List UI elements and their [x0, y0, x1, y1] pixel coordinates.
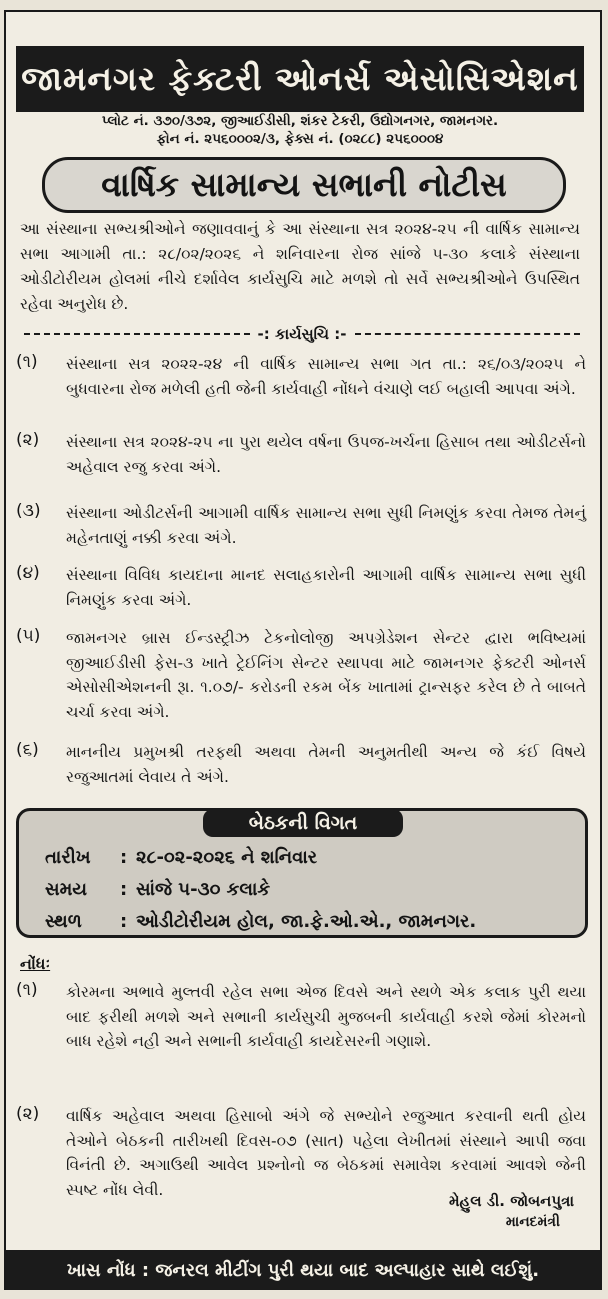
- agenda-item-number: (૩): [16, 501, 41, 521]
- agenda-item-number: (૪): [16, 563, 40, 583]
- agenda-item-number: (૧): [16, 352, 38, 372]
- agenda-item: [16, 430, 586, 479]
- note-item: [16, 980, 586, 1054]
- meeting-details-title: બેઠકની વિગત: [203, 809, 403, 837]
- meeting-venue-label: સ્થળ: [45, 910, 82, 932]
- meeting-time-value: સાંજે ૫-૩૦ કલાકે: [136, 878, 271, 900]
- agenda-item-text: સંસ્થાના ઓડીટર્સની આગામી વાર્ષિક સામાન્ય સભા સુધી નિમણુંક કરવા તેમજ તેમનું મહેનતાણું નક્કી કરવા અંગે.: [66, 504, 586, 547]
- note-item-text: કોરમના અભાવે મુલ્તવી રહેલ સભા એજ દિવસે અને સ્થળે એક કલાક પુરી થયા બાદ ફરીથી મળશે અને સભાની કાર્યસુચી મુજબની કાર્યવાહી કરશે જેમાં કોરમનો બાધ રહેશે નહી અને સભાની કાર્યવાહી કાયદેસરની ગણાશે.: [66, 983, 586, 1050]
- note-item: [16, 1104, 586, 1202]
- note-item-number: (૧): [16, 980, 38, 1000]
- footer-special-note: ખાસ નોંધ : જનરલ મીટીંગ પુરી થયા બાદ અલ્પાહાર સાથે લઈશું.: [6, 1250, 600, 1290]
- contact-line: ફોન નં. ૨૫૬૦૦૦૨/૩, ફેક્સ નં. (૦૨૮૮) ૨૫૬૦૦૦૪: [156, 131, 444, 147]
- agenda-heading-row: [16, 323, 588, 345]
- agenda-heading: -: કાર્યસુચિ :-: [257, 325, 347, 343]
- dashed-divider: [24, 333, 250, 335]
- note-item-text: વાર્ષિક અહેવાલ અથવા હિસાબો અંગે જે સભ્યોને રજુઆત કરવાની થતી હોય તેઓને બેઠકની તારીખથી દિવસ-૦૭ (સાત) પહેલા લેખીતમાં સંસ્થાને આપી જવા વિનંતી છે. અગાઉથી આવેલ પ્રશ્નોનો જ બેઠકમાં સમાવેશ કરવામાં આવશે જેની સ્પષ્ટ નોંધ લેવી.: [66, 1107, 586, 1199]
- signatory-designation: માનદમંત્રી: [505, 1214, 560, 1230]
- meeting-venue-value: ઓડીટોરીયમ હોલ, જા.ફે.ઓ.એ., જામનગર.: [136, 910, 477, 932]
- meeting-details-box: [16, 808, 588, 938]
- address-line: પ્લોટ નં. ૩૭૦/૩૭૨, જીઆઈડીસી, શંકર ટેકરી, ઉદ્યોગનગર, જામનગર.: [101, 113, 499, 129]
- signatory-name: મેહુલ ડી. જોબનપુત્રા: [448, 1192, 574, 1210]
- agenda-item-text: માનનીય પ્રમુખશ્રી તરફથી અથવા તેમની અનુમતીથી અન્ય જે કંઈ વિષયે રજુઆતમાં લેવાય તે અંગે.: [66, 743, 586, 786]
- agenda-item-text: સંસ્થાના સત્ર ૨૦૨૨-૨૪ ની વાર્ષિક સામાન્ય સભા ગત તા.: ૨૬/૦૩/૨૦૨૫ ને બુધવારના રોજ મળેલી હતી જેની કાર્યવાહી નોંધને વંચાણે લઈ બહાલી આપવા અંગે.: [66, 355, 586, 398]
- agenda-item: [16, 626, 586, 724]
- separator-colon: :: [120, 910, 128, 932]
- agenda-item-text: જામનગર બ્રાસ ઈન્ડસ્ટ્રીઝ ટેકનોલોજી અપગ્રેડેશન સેન્ટર દ્વારા ભવિષ્યમાં જીઆઈડીસી ફેસ-૩ ખાતે ટ્રેઈનિંગ સેન્ટર સ્થાપવા માટે જામનગર ફેક્ટરી ઓનર્સ એસોસીએશનની રૂા. ૧.૦૭/- કરોડની રકમ બેંક ખાતામાં ટ્રાન્સફર કરેલ છે તે બાબતે ચર્ચા કરવા અંગે.: [66, 629, 586, 721]
- notice-title: વાર્ષિક સામાન્ય સભાની નોટીસ: [42, 157, 566, 213]
- note-item-number: (૨): [16, 1104, 40, 1124]
- agenda-item: [16, 563, 586, 612]
- separator-colon: :: [120, 846, 128, 868]
- agenda-item: [16, 352, 586, 401]
- notes-heading: નોંધઃ: [20, 954, 51, 973]
- agenda-item-text: સંસ્થાના સત્ર ૨૦૨૪-૨૫ ના પુરા થયેલ વર્ષના ઉપજ-ખર્ચના હિસાબ તથા ઓડીટર્સનો અહેવાલ રજુ કરવા અંગે.: [66, 433, 586, 476]
- meeting-time-label: સમય: [45, 878, 88, 900]
- meeting-time-row: [45, 873, 270, 905]
- meeting-date-value: ૨૮-૦૨-૨૦૨૬ ને શનિવાર: [136, 846, 318, 868]
- organization-name-banner: જામનગર ફેક્ટરી ઓનર્સ એસોસિએશન: [16, 46, 584, 112]
- intro-paragraph: આ સંસ્થાના સભ્યશ્રીઓને જણાવવાનું કે આ સંસ્થાના સત્ર ૨૦૨૪-૨૫ ની વાર્ષિક સામાન્ય સભા આગામી તા.: ૨૮/૦૨/૨૦૨૬ ને શનિવારના રોજ સાંજે ૫-૩૦ કલાકે સંસ્થાના ઓડીટોરીયમ હોલમાં નીચે દર્શાવેલ કાર્યસુચિ માટે મળશે તો સર્વે સભ્યશ્રીઓને ઉપસ્થિત રહેવા અનુરોધ છે.: [20, 220, 580, 313]
- notice-sheet: [4, 10, 602, 1290]
- dashed-divider: [355, 333, 581, 335]
- agenda-item-number: (૫): [16, 626, 41, 646]
- meeting-date-label: તારીખ: [45, 846, 91, 868]
- agenda-item-number: (૬): [16, 740, 39, 760]
- meeting-venue-row: [45, 905, 476, 937]
- agenda-item: [16, 740, 586, 789]
- agenda-item-number: (૨): [16, 430, 40, 450]
- agenda-item: [16, 501, 586, 550]
- meeting-date-row: [45, 841, 317, 873]
- agenda-item-text: સંસ્થાના વિવિધ કાયદાના માનદ સલાહકારોની આગામી વાર્ષિક સામાન્ય સભા સુધી નિમણુંક કરવા અંગે.: [66, 566, 586, 609]
- separator-colon: :: [120, 878, 128, 900]
